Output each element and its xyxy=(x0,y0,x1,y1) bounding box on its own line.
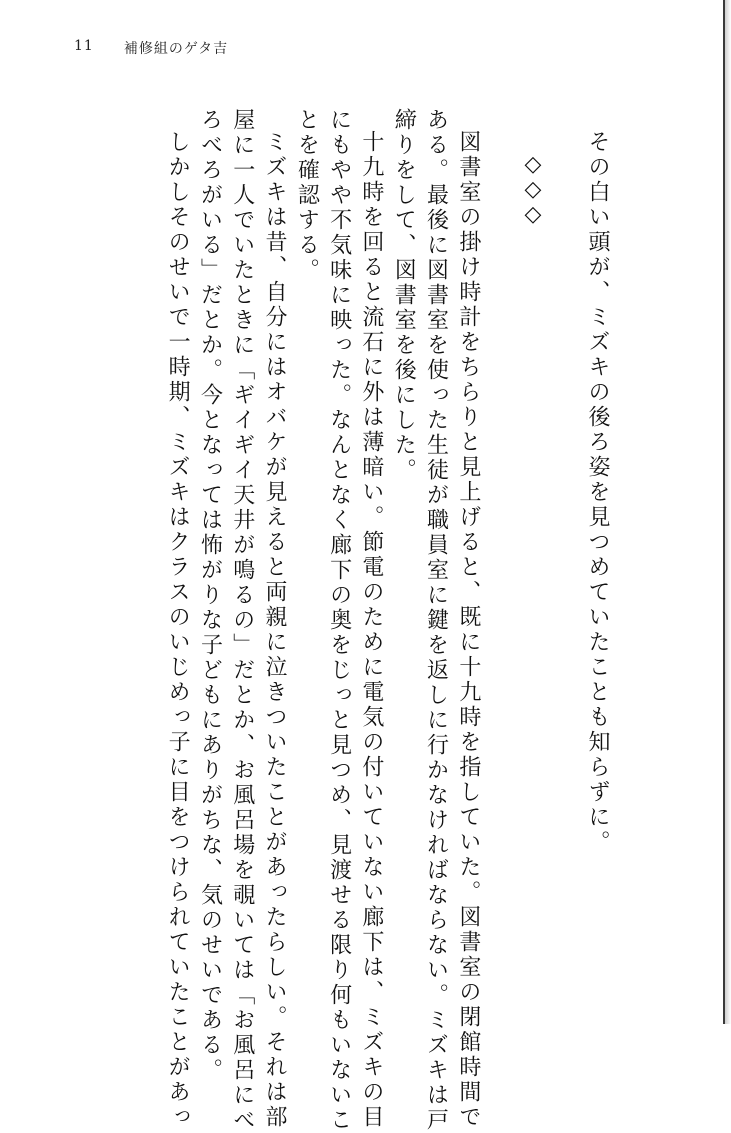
chapter-title: 補修組のゲタ吉 xyxy=(123,41,229,57)
text-column: しかしそのせいで一時期、ミズキはクラスのいじめっ子に目をつけられていたことがあっ xyxy=(165,130,191,1130)
text-column: 十九時を回ると流石に外は薄暗い。節電のために電気の付いていない廊下は、ミズキの目 xyxy=(358,130,384,1130)
text-column: ある。最後に図書室を使った生徒が職員室に鍵を返しに行かなければならない。ミズキは戸 xyxy=(423,108,449,1133)
text-column: その白い頭が、ミズキの後ろ姿を見つめていたことも知らずに。 xyxy=(585,130,610,855)
section-separator: ◇◇◇ xyxy=(520,152,546,227)
vertical-body-text xyxy=(161,108,613,1133)
page-edge-shadow xyxy=(725,0,731,1024)
text-column: とを確認する。 xyxy=(294,108,320,283)
page-number: 11 xyxy=(74,38,94,54)
page-edge-line xyxy=(723,0,725,1024)
text-column: にもやや不気味に映った。なんとなく廊下の奥をじっと見つめ、見渡せる限り何もいないこ xyxy=(326,108,352,1133)
text-column: ろべろがいる」だとか。今となっては怖がりな子どもにありがちな、気のせいである。 xyxy=(197,108,223,1083)
text-column: 屋に一人でいたときに「ギイギイ天井が鳴るの」だとか、お風呂場を覗いては「お風呂にべ xyxy=(229,108,255,1133)
text-column: 締りをして、図書室を後にした。 xyxy=(391,108,417,483)
running-header xyxy=(74,38,228,58)
text-column: ミズキは昔、自分にはオバケが見えると両親に泣きついたことがあったらしい。それは部 xyxy=(262,130,288,1130)
text-column: 図書室の掛け時計をちらりと見上げると、既に十九時を指していた。図書室の閉館時間で xyxy=(455,130,481,1130)
blank-column xyxy=(484,108,516,988)
blank-column xyxy=(548,108,580,988)
